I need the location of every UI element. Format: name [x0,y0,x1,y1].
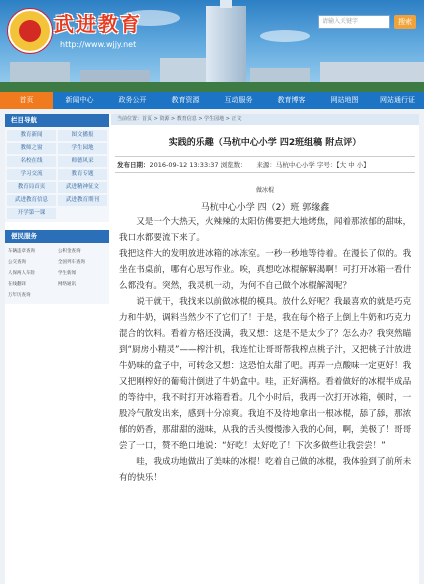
article-paragraph: 又是一个大热天，火辣辣的太阳仿佛要把大地烤焦，闻着那浓郁的甜味，我口水都要流下来了。 [119,217,412,243]
sidebar-section-title: 栏目导航 [5,114,109,127]
sidebar-nav-grid [5,127,109,222]
search-input[interactable]: 请输入关键字 [318,15,390,29]
article-paragraph: 说干就干，我找来以前做冰棍的模具。放什么好呢？我最喜欢的就是巧克力和牛奶，调料当然少不了它们了！于是，我在每个格子上倒上牛奶和巧克力混合的饮料。看着方格还没满，我又想：这是不是太少了？怎么办？我突然瞄到“厨房小精灵”——榨汁机，我连忙让哥哥帮我榨点桃子汁，又把桃子汁放进牛奶味的盒子中，可转念又想：这恐怕太甜了吧。再弄一点酸味一定更好！我又把刚榨好的葡萄汁倒进了牛奶盒中。哇，正好满格。看着做好的冰棍半成品的等待中，我不时打开冰箱看看。几个小时后，我再一次打开冰箱，顿时，一股冷气散发出来，感到十分凉爽。我迫不及待地拿出一根冰棍，舔了舔，那浓郁的奶香，那甜甜的滋味，从我的舌头慢慢渗入我的心间，啊，美极了！哥哥尝了一口，赞不绝口地说：“好吃！太好吃了！下次多做些让我尝尝！” [119,297,412,451]
search-button[interactable]: 搜索 [394,15,416,29]
sidebar-link[interactable]: 学习交流 [7,169,56,180]
article-paragraph: 哇，我成功地做出了美味的冰棍！吃着自己做的冰棍，我体验到了前所未有的快乐！ [119,457,412,483]
service-link[interactable]: 学生新闻 [58,271,76,276]
service-list [5,243,109,304]
breadcrumb: 当前位置：首页 > 资源 > 教育信息 > 学生园地 > 正文 [111,114,419,125]
nav-sitemap[interactable]: 网站地图 [330,96,359,104]
article-meta [115,156,415,173]
article-body [111,214,419,486]
article-byline: 马杭中心小学 四（2）班 郭缘鑫 [200,203,330,213]
header-cloud [260,30,310,42]
sidebar-link[interactable]: 图文播报 [58,130,107,141]
sidebar-section-title: 便民服务 [5,230,109,243]
nav-interactive[interactable]: 互动服务 [224,96,253,104]
nav-resources[interactable]: 教育资源 [171,96,200,104]
article-paragraph: 我把这件大的发明放进冰箱的冰冻室。一秒一秒地等待着。在漫长了似的。我坐在书桌前，哪有心思写作业。唉，真想吃冰棍解解渴啊！可打开冰箱一看什么都没有。突然，我灵机一动，为何不自己做个冰棍解渴呢？ [119,249,412,291]
sidebar-link[interactable]: 武进教育期刊 [58,195,107,206]
service-link[interactable]: 公交查询 [8,260,26,265]
sidebar-link[interactable]: 教育专题 [58,169,107,180]
service-link[interactable]: 在线翻译 [8,282,26,287]
nav-passport[interactable]: 网站通行证 [380,96,415,104]
site-logo-icon[interactable] [8,9,52,53]
article-title: 实践的乐趣（马杭中心小学 四2班组稿 附点评） [168,138,362,148]
header-tower-building [206,6,246,88]
sidebar-link[interactable]: 学生园地 [58,143,107,154]
nav-blog[interactable]: 教育博客 [277,96,306,104]
page-container [5,114,419,584]
meta-label: 发布日期： [117,161,150,169]
sidebar-link[interactable]: 武进教育信息 [7,195,56,206]
sidebar [5,114,109,304]
sidebar-link[interactable]: 名校在线 [7,156,56,167]
header-trees [0,82,424,92]
nav-gov[interactable]: 政务公开 [118,96,147,104]
sidebar-link[interactable]: 教育局首页 [7,182,56,193]
nav-home[interactable]: 首页 [0,92,53,109]
meta-details: 2016-09-12 13:33:37 浏览数： 来源：马杭中心小学 字号：【大 中 小】 [149,161,370,169]
nav-news[interactable]: 新闻中心 [65,96,94,104]
service-link[interactable]: 公积金查询 [58,249,81,254]
sidebar-link[interactable]: 教育新闻 [7,130,56,141]
site-title[interactable]: 武进教育 [54,12,142,36]
sidebar-link[interactable]: 武进精神征文 [58,182,107,193]
sidebar-link[interactable]: 师德风采 [58,156,107,167]
main-nav [0,92,424,109]
site-header [0,0,424,92]
article-subtitle: 做冰棍 [255,187,274,194]
service-link[interactable]: 人保两人车险 [8,271,35,276]
site-url: http://www.wjjy.net [60,40,137,49]
service-link[interactable]: 网络通讯 [58,282,76,287]
service-link[interactable]: 全国列车查询 [58,260,85,265]
sidebar-link[interactable]: 开学第一课 [7,208,56,219]
sidebar-link[interactable]: 教师之窗 [7,143,56,154]
service-link[interactable]: 车辆违章查询 [8,249,35,254]
service-link[interactable]: 万年历查询 [8,293,31,298]
main-content [111,114,419,486]
